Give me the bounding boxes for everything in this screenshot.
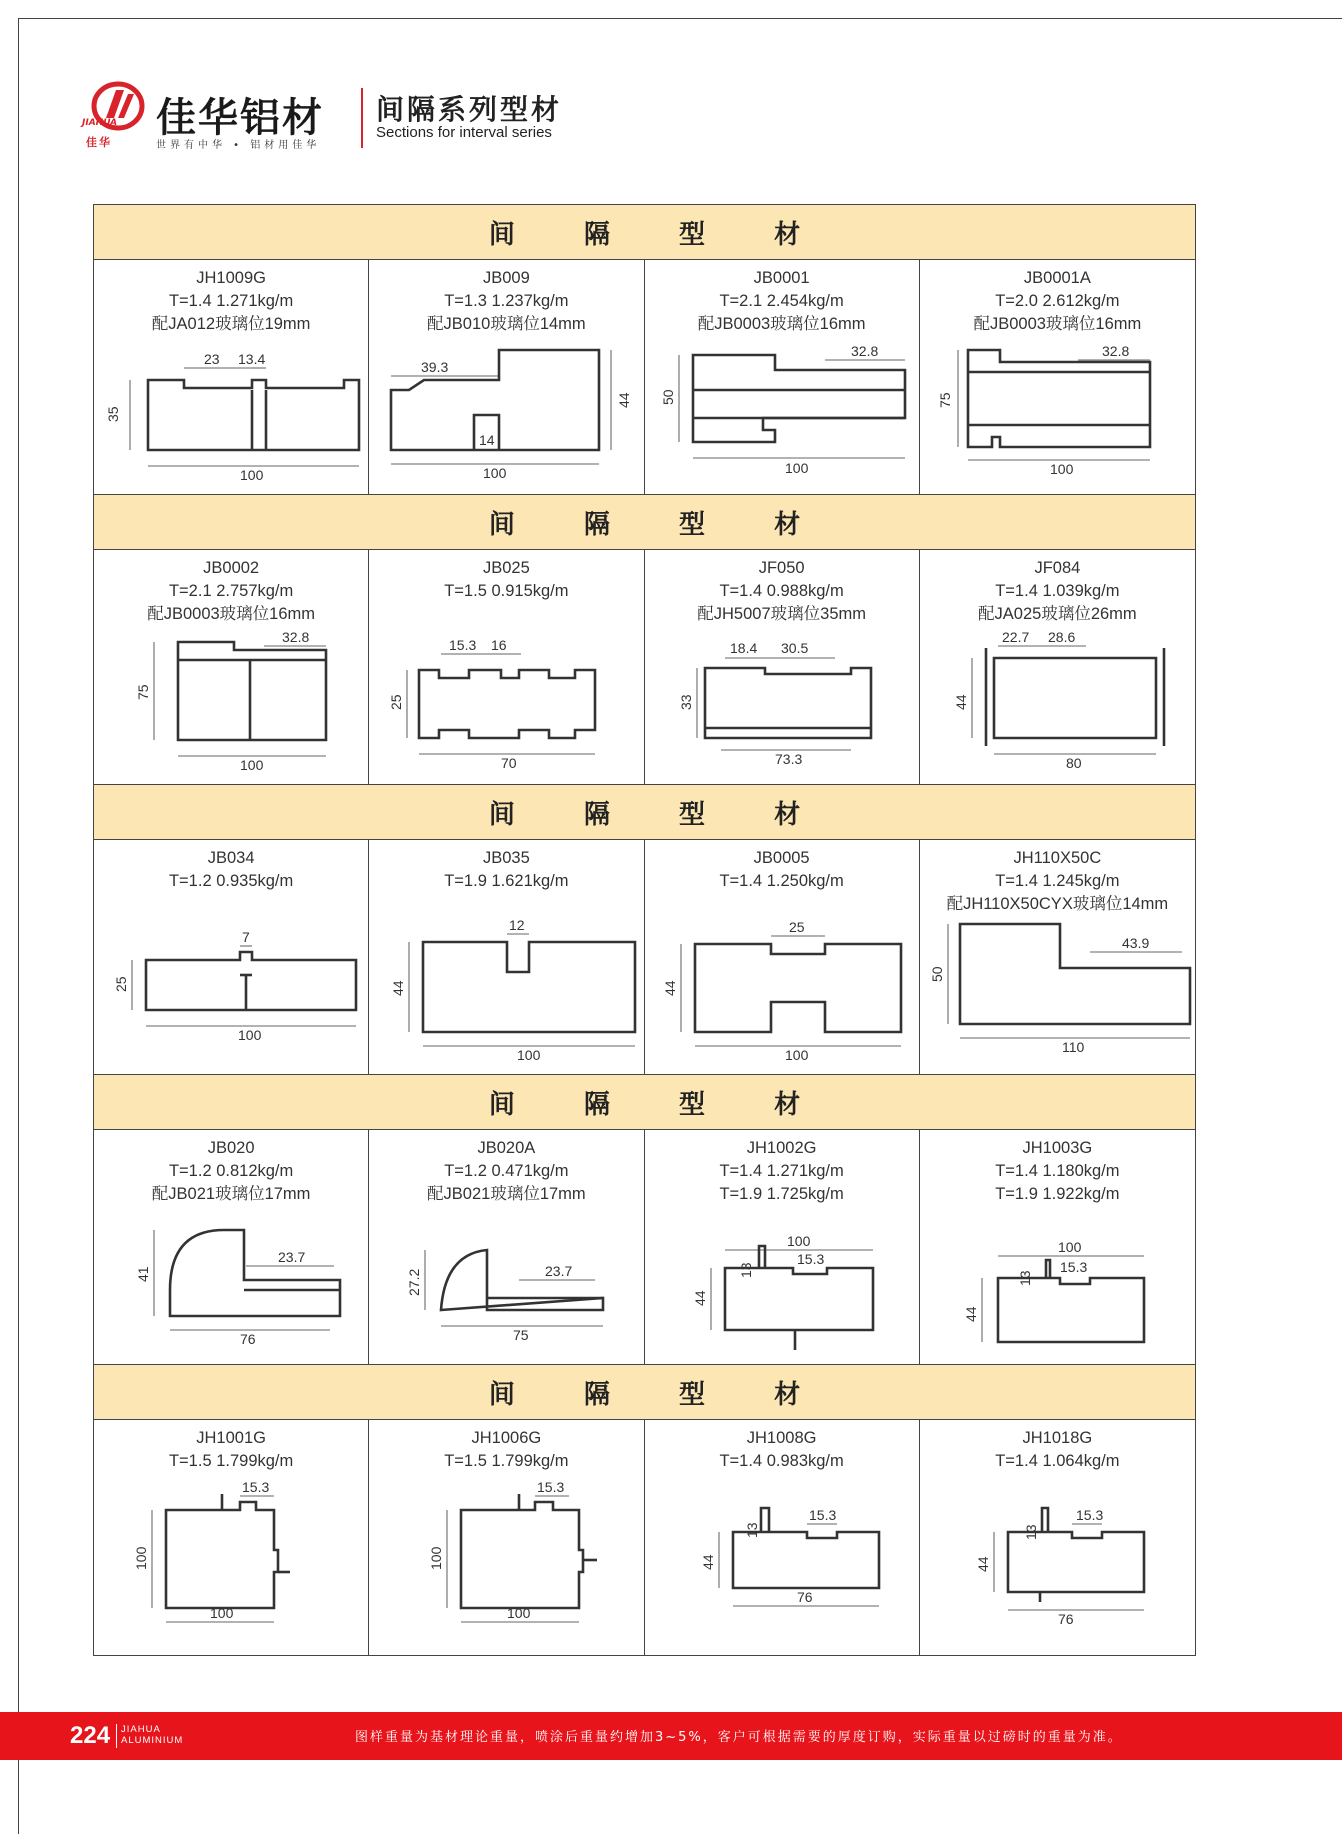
profile-cell — [94, 260, 369, 494]
profile-drawing — [94, 1130, 370, 1365]
dim-label: 32.8 — [1101, 343, 1129, 359]
profile-code: JB0002 — [203, 559, 260, 577]
profile-spec: T=1.4 1.250kg/m — [719, 872, 844, 890]
profile-drawing — [645, 1420, 921, 1655]
profile-row — [94, 1420, 1195, 1655]
footer-note: 图样重量为基材理论重量，喷涂后重量约增加3~5%，客户可根据需要的厚度订购，实际重量以过磅时的重量为准。 — [355, 1730, 1123, 1745]
dim-label: 110 — [1061, 1039, 1085, 1055]
profile-grid — [93, 204, 1196, 1656]
profile-spec: T=1.3 1.237kg/m — [444, 292, 569, 310]
dim-label: 13 — [1022, 1524, 1039, 1540]
profile-code: JH1018G — [1022, 1429, 1093, 1447]
profile-drawing — [94, 550, 370, 785]
profile-code: JF084 — [1034, 559, 1081, 577]
profile-spec: 配JB0003玻璃位16mm — [973, 315, 1142, 333]
dim-label: 70 — [501, 755, 517, 771]
profile-drawing — [645, 550, 921, 785]
profile-drawing — [369, 260, 645, 495]
profile-code: JB0001 — [753, 269, 810, 287]
dim-label: 16 — [491, 637, 507, 653]
profile-spec: T=1.4 1.271kg/m — [168, 292, 294, 310]
brand-sub-cn: 佳华 — [86, 136, 112, 149]
dim-label: 80 — [1065, 755, 1082, 771]
dim-label: 44 — [691, 1290, 708, 1306]
dim-label: 13.4 — [238, 351, 266, 367]
dim-label: 100 — [784, 1047, 808, 1063]
profile-cell — [94, 1420, 369, 1655]
profile-row — [94, 260, 1195, 495]
profile-spec: T=1.2 0.812kg/m — [168, 1162, 294, 1180]
profile-drawing — [369, 840, 645, 1075]
dim-label: 15.3 — [537, 1479, 565, 1495]
dim-label: 100 — [133, 1546, 149, 1570]
dim-label: 100 — [517, 1047, 541, 1063]
profile-code: JH110X50C — [1013, 849, 1102, 867]
dim-label: 100 — [507, 1605, 531, 1621]
dim-label: 75 — [513, 1327, 529, 1343]
profile-drawing — [920, 840, 1196, 1075]
dim-label: 76 — [796, 1589, 813, 1605]
dim-label: 100 — [786, 1233, 810, 1249]
dim-label: 100 — [428, 1546, 445, 1570]
profile-row — [94, 550, 1195, 785]
dim-label: 100 — [1049, 461, 1074, 477]
profile-spec: 配JH110X50CYX玻璃位14mm — [946, 895, 1169, 913]
profile-spec: 配JB021玻璃位17mm — [151, 1185, 311, 1203]
profile-code: JB009 — [482, 269, 530, 287]
profile-drawing — [94, 1420, 370, 1655]
profile-code: JH1009G — [196, 269, 266, 287]
dim-label: 44 — [661, 980, 678, 996]
footer-brand-line1: JIAHUA — [121, 1724, 161, 1735]
dim-label: 14 — [479, 432, 495, 448]
profile-spec: T=1.4 1.039kg/m — [995, 582, 1120, 600]
dim-label: 44 — [699, 1554, 716, 1570]
profile-cell — [645, 1420, 920, 1655]
band-title: 间 隔 型 材 — [488, 509, 831, 540]
profile-spec: T=1.2 0.471kg/m — [444, 1162, 569, 1180]
profile-spec: T=1.4 1.064kg/m — [995, 1452, 1120, 1470]
profile-spec: 配JA012玻璃位19mm — [151, 315, 311, 333]
profile-spec: T=1.9 1.922kg/m — [995, 1185, 1120, 1203]
profile-cell — [94, 1130, 369, 1364]
band-title: 间 隔 型 材 — [488, 799, 831, 830]
profile-row — [94, 1130, 1195, 1365]
dim-label: 75 — [135, 684, 151, 700]
profile-spec: T=1.2 0.935kg/m — [168, 872, 294, 890]
dim-label: 13 — [737, 1262, 754, 1278]
dim-label: 15.3 — [796, 1251, 824, 1267]
dim-label: 100 — [483, 465, 507, 481]
profile-drawing — [369, 1420, 645, 1655]
profile-cell — [920, 550, 1195, 784]
footer-brand — [121, 1724, 183, 1746]
profile-drawing — [920, 1130, 1196, 1365]
profile-cell — [369, 1130, 644, 1364]
brand-name: 佳华铝材 — [156, 95, 324, 141]
dim-label: 15.3 — [1075, 1507, 1103, 1523]
dim-label: 50 — [659, 389, 676, 405]
dim-label: 25 — [788, 919, 805, 935]
profile-spec: 配JB021玻璃位17mm — [427, 1185, 586, 1203]
profile-row — [94, 840, 1195, 1075]
profile-drawing — [369, 1130, 645, 1365]
dim-label: 75 — [936, 392, 953, 408]
profile-drawing — [920, 1420, 1196, 1655]
profile-code: JB025 — [482, 559, 530, 577]
dim-label: 100 — [238, 1027, 262, 1043]
dim-label: 100 — [240, 757, 264, 773]
dim-label: 44 — [616, 392, 633, 408]
profile-code: JB035 — [482, 849, 530, 867]
profile-drawing — [645, 1130, 921, 1365]
dim-label: 15.3 — [242, 1479, 270, 1495]
profile-cell — [645, 550, 920, 784]
dim-label: 18.4 — [729, 640, 757, 656]
profile-drawing — [645, 260, 921, 495]
profile-drawing — [94, 260, 370, 495]
profile-drawing — [94, 840, 370, 1075]
profile-code: JH1002G — [746, 1139, 817, 1157]
profile-cell — [645, 840, 920, 1074]
dim-label: 25 — [388, 694, 405, 710]
dim-label: 76 — [240, 1331, 256, 1347]
profile-spec: T=1.4 1.180kg/m — [995, 1162, 1120, 1180]
band-title: 间 隔 型 材 — [488, 1089, 831, 1120]
profile-drawing — [920, 550, 1196, 785]
profile-spec: 配JB010玻璃位14mm — [427, 315, 586, 333]
dim-label: 43.9 — [1121, 935, 1149, 951]
section-band — [94, 1075, 1195, 1130]
profile-cell — [920, 260, 1195, 494]
profile-cell — [369, 550, 644, 784]
profile-spec: T=2.0 2.612kg/m — [995, 292, 1120, 310]
profile-code: JH1001G — [196, 1429, 266, 1447]
profile-drawing — [920, 260, 1196, 495]
dim-label: 33 — [677, 694, 694, 710]
profile-spec: T=1.5 1.799kg/m — [444, 1452, 569, 1470]
profile-spec: T=2.1 2.757kg/m — [168, 582, 294, 600]
dim-label: 30.5 — [780, 640, 808, 656]
profile-cell — [920, 1420, 1195, 1655]
dim-label: 44 — [390, 980, 407, 996]
profile-code: JB0005 — [753, 849, 810, 867]
profile-spec: 配JH5007玻璃位35mm — [697, 605, 866, 623]
profile-spec: T=2.1 2.454kg/m — [719, 292, 844, 310]
slogan: 世界有中华 • 铝材用佳华 — [156, 140, 321, 151]
dim-label: 100 — [240, 467, 264, 483]
dim-label: 32.8 — [282, 629, 310, 645]
profile-spec: T=1.9 1.725kg/m — [719, 1185, 844, 1203]
section-band — [94, 495, 1195, 550]
profile-drawing — [369, 550, 645, 785]
section-band — [94, 1365, 1195, 1420]
profile-cell — [369, 1420, 644, 1655]
dim-label: 22.7 — [1001, 629, 1029, 645]
header-divider — [361, 88, 363, 148]
profile-code: JB034 — [207, 849, 255, 867]
dim-label: 41 — [135, 1266, 151, 1282]
profile-code: JF050 — [758, 559, 805, 577]
profile-cell — [645, 260, 920, 494]
profile-cell — [645, 1130, 920, 1364]
dim-label: 73.3 — [774, 751, 802, 767]
dim-label: 44 — [952, 694, 969, 710]
profile-code: JB0001A — [1023, 269, 1091, 287]
profile-cell — [369, 840, 644, 1074]
profile-spec: T=1.4 0.988kg/m — [719, 582, 844, 600]
dim-label: 100 — [210, 1605, 234, 1621]
profile-spec: T=1.5 0.915kg/m — [444, 582, 569, 600]
dim-label: 44 — [974, 1556, 991, 1572]
dim-label: 100 — [784, 460, 808, 476]
band-title: 间 隔 型 材 — [488, 1379, 831, 1410]
footer-divider — [116, 1724, 117, 1748]
dim-label: 100 — [1057, 1239, 1082, 1255]
dim-label: 76 — [1057, 1611, 1074, 1627]
dim-label: 44 — [962, 1306, 979, 1322]
profile-cell — [94, 550, 369, 784]
section-band — [94, 205, 1195, 260]
profile-code: JB020A — [477, 1139, 536, 1157]
profile-code: JH1008G — [746, 1429, 817, 1447]
dim-label: 25 — [113, 976, 129, 992]
dim-label: 7 — [242, 929, 250, 945]
footer-brand-line2: ALUMINIUM — [121, 1735, 184, 1746]
profile-spec: 配JA025玻璃位26mm — [978, 605, 1137, 623]
profile-spec: T=1.9 1.621kg/m — [444, 872, 569, 890]
page-number: 224 — [70, 1722, 111, 1749]
dim-label: 13 — [1016, 1270, 1033, 1286]
profile-spec: T=1.5 1.799kg/m — [168, 1452, 294, 1470]
brand-en: JIAHUA — [82, 118, 118, 128]
profile-cell — [369, 260, 644, 494]
profile-spec: T=1.4 0.983kg/m — [719, 1452, 844, 1470]
dim-label: 32.8 — [850, 343, 878, 359]
dim-label: 12 — [509, 917, 525, 933]
profile-cell — [94, 840, 369, 1074]
dim-label: 23.7 — [278, 1249, 306, 1265]
dim-label: 23.7 — [545, 1263, 573, 1279]
dim-label: 35 — [105, 406, 121, 422]
dim-label: 15.3 — [808, 1507, 836, 1523]
footer-bar — [0, 1712, 1342, 1760]
dim-label: 13 — [743, 1522, 760, 1538]
section-band — [94, 785, 1195, 840]
dim-label: 15.3 — [449, 637, 477, 653]
profile-spec: 配JB0003玻璃位16mm — [697, 315, 866, 333]
profile-spec: T=1.4 1.271kg/m — [719, 1162, 844, 1180]
dim-label: 28.6 — [1047, 629, 1075, 645]
band-title: 间 隔 型 材 — [488, 219, 831, 250]
dim-label: 50 — [928, 966, 945, 982]
profile-code: JH1003G — [1022, 1139, 1093, 1157]
profile-drawing — [645, 840, 921, 1075]
dim-label: 23 — [204, 351, 220, 367]
dim-label: 15.3 — [1059, 1259, 1087, 1275]
series-title-en: Sections for interval series — [376, 124, 552, 141]
profile-cell — [920, 1130, 1195, 1364]
dim-label: 39.3 — [421, 359, 449, 375]
profile-spec: 配JB0003玻璃位16mm — [147, 605, 316, 623]
profile-code: JH1006G — [471, 1429, 542, 1447]
dim-label: 27.2 — [406, 1268, 423, 1296]
profile-spec: T=1.4 1.245kg/m — [995, 872, 1120, 890]
profile-code: JB020 — [207, 1139, 255, 1157]
series-title-cn: 间隔系列型材 — [376, 93, 563, 126]
profile-cell — [920, 840, 1195, 1074]
